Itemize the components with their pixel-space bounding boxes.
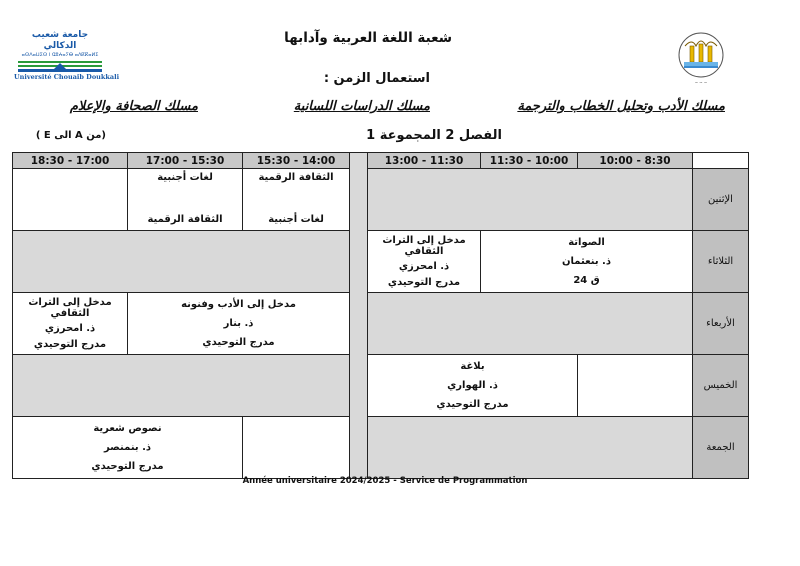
header-corner bbox=[692, 152, 749, 169]
time-slot-header: 18:30 - 17:00 bbox=[12, 152, 128, 169]
room-name: مدرج التوحيدي bbox=[387, 276, 461, 288]
room-name: مدرج التوحيدي bbox=[91, 461, 164, 472]
monday-morning-empty bbox=[367, 168, 693, 231]
day-friday: الجمعة bbox=[692, 416, 749, 479]
time-slot-header: 17:00 - 15:30 bbox=[127, 152, 243, 169]
friday-morning-empty bbox=[367, 416, 693, 479]
wednesday-morning-empty bbox=[367, 292, 693, 355]
room-name: مدرج التوحيدي bbox=[436, 399, 509, 410]
room-name: ق 24 bbox=[573, 275, 600, 286]
course-name: نصوص شعرية bbox=[93, 423, 162, 434]
track-literature-discourse-translation: مسلك الأدب وتحليل الخطاب والترجمة bbox=[517, 99, 725, 114]
tuesday-session-cultural-heritage bbox=[367, 230, 481, 293]
monday-slot-14-1530 bbox=[242, 168, 350, 231]
monday-slot-1530-17 bbox=[127, 168, 243, 231]
day-wednesday: الأربعاء bbox=[692, 292, 749, 355]
course-name: لغات أجنبية bbox=[268, 214, 324, 225]
course-name: لغات أجنبية bbox=[157, 172, 213, 183]
time-slot-header: 11:30 - 10:00 bbox=[480, 152, 578, 169]
room-name: مدرج التوحيدي bbox=[33, 338, 107, 350]
course-name: بلاغة bbox=[460, 361, 485, 372]
wednesday-session-cultural-heritage bbox=[12, 292, 128, 355]
time-slot-header: 15:30 - 14:00 bbox=[242, 152, 350, 169]
teacher-name: ذ. الهواري bbox=[447, 380, 498, 391]
svg-text:~ ~ ~: ~ ~ ~ bbox=[694, 80, 708, 85]
course-name: الثقافة الرقمية bbox=[258, 172, 334, 183]
monday-slot-17-1830-empty bbox=[12, 168, 128, 231]
course-name: الثقافة الرقمية bbox=[147, 214, 223, 225]
tuesday-afternoon-empty bbox=[12, 230, 350, 293]
teacher-name: ذ. امحرزي bbox=[398, 261, 450, 273]
university-logo-arabic: جامعة شعيب الدكالي bbox=[31, 30, 89, 51]
course-name: مدخل إلى التراث الثقافي bbox=[382, 235, 466, 258]
university-logo bbox=[14, 30, 120, 81]
day-thursday: الخميس bbox=[692, 354, 749, 417]
course-name: الصواتة bbox=[568, 237, 605, 248]
wednesday-session-intro-literature bbox=[127, 292, 350, 355]
department-title: شعبة اللغة العربية وآدابها bbox=[284, 30, 452, 46]
thursday-slot-830-10-empty bbox=[577, 354, 693, 417]
course-name: مدخل إلى الأدب وفنونه bbox=[181, 299, 296, 310]
teacher-name: ذ. بنعثمان bbox=[562, 256, 611, 267]
track-linguistic-studies: مسلك الدراسات اللسانية bbox=[293, 99, 430, 114]
teacher-name: ذ. بنار bbox=[223, 318, 254, 329]
lunch-break-column bbox=[349, 152, 368, 479]
faculty-emblem-icon bbox=[670, 26, 732, 88]
thursday-afternoon-empty bbox=[12, 354, 350, 417]
friday-session-poetic-texts bbox=[12, 416, 243, 479]
semester-group-label: الفصل 2 المجموعة 1 bbox=[366, 128, 502, 143]
faculty-logo bbox=[670, 26, 732, 88]
time-slot-header: 10:00 - 8:30 bbox=[577, 152, 693, 169]
teacher-name: ذ. امحرزي bbox=[44, 323, 96, 335]
footer-academic-year: Année universitaire 2024/2025 - Service de Programmation bbox=[242, 476, 528, 486]
day-tuesday: الثلاثاء bbox=[692, 230, 749, 293]
time-slot-header: 13:00 - 11:30 bbox=[367, 152, 481, 169]
university-logo-french: Université Chouaib Doukkali bbox=[14, 73, 120, 81]
room-name: مدرج التوحيدي bbox=[202, 337, 275, 348]
university-logo-tifinagh: ⴰⵙⴷⴰⵡⵉⵙ ⵏ ⵛⵓⵄⴰⵢⴱ ⴰⴷⴽⴽⴰⵍⵉ bbox=[21, 52, 99, 58]
course-name: مدخل إلى التراث الثقافي bbox=[28, 297, 112, 320]
thursday-session-rhetoric bbox=[367, 354, 578, 417]
university-logo-graphic bbox=[14, 59, 106, 73]
day-monday: الإثنين bbox=[692, 168, 749, 231]
student-range-note: (من A الى E ) bbox=[35, 130, 106, 141]
teacher-name: ذ. بنمنصر bbox=[103, 442, 152, 453]
friday-slot-14-1530-empty bbox=[242, 416, 350, 479]
schedule-subtitle: استعمال الزمن : bbox=[323, 71, 430, 86]
track-journalism-media: مسلك الصحافة والإعلام bbox=[69, 99, 198, 114]
tuesday-session-phonology bbox=[480, 230, 693, 293]
